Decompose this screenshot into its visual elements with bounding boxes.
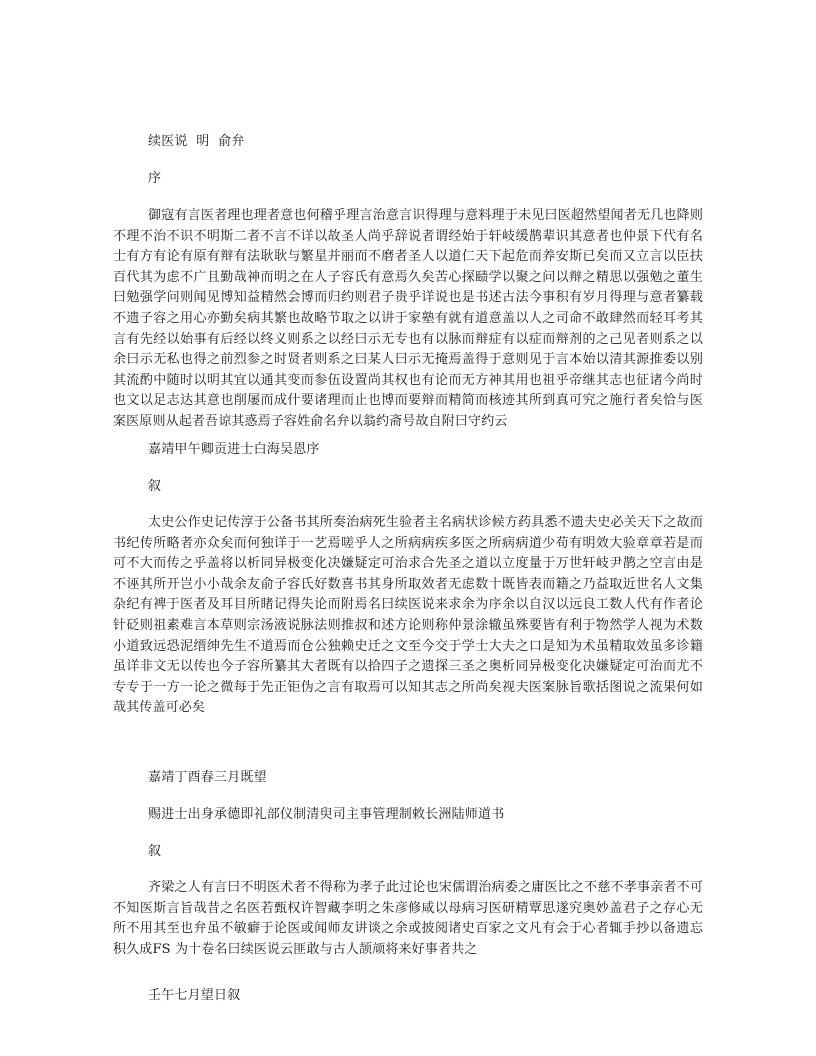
narration-heading-1: 叙 <box>148 479 162 494</box>
preface-paragraph: 御寇有言医者理也理者意也何稽乎理言治意言识得理与意料理于未见曰医超然望闻者无几也降则不理不治不识不明斯二者不言不详以故圣人尚乎辞说者谓经始于轩岐缓鹊辈识其意者也仲景下代有名士有方有论有原有辩有法耿耿与繁星并丽而不磨者圣人以道仁天下起危而养安斯已矣而又立言以臣扶百代其为虑不广且勤哉神而明之在人子容氏有意焉久矣苦心探赜学以聚之问以辩之精思以强勉之董生曰勉强学问则闻见博知益精然会博而归约则君子贵乎详说也是书述古法今事积有岁月得理与意者纂载不遗子容之用心亦勤矣病其繁也故略节取之以讲于家塾有就有道意盖以人之司命不敢肆然而轻耳考其言有先经以始事有后经以终义则系之以经曰示无专也有以脉而辩症有以症而辩剂的之己见者则系之以余曰示无私也得之前烈参之时贤者则系之曰某人曰示无掩焉盖得于意则见于言本始以清其源推委以别其流酌中随时以明其宜以通其变而参伍设置尚其权也有论而无方神其用也祖乎帝继其志也征诸今尚时也文以足志达其意也削屡而成什要诸理而止也博而要辩而精简而核迹其所到真可究之施行者矣恰与医案医原则从起者吾谅其惑焉子容姓俞名弁以翁约斋号故自附曰守约云 <box>113 208 703 429</box>
preface-heading: 序 <box>148 171 162 186</box>
preface-signature: 嘉靖甲午卿贡进士白海吴恩序 <box>148 442 320 457</box>
narration-paragraph-1: 太史公作史记传淳于公备书其所奏治病死生验者主名病状诊候方药具悉不遗夫史必关天下之故而书纪传所略者亦众矣而何独详于一艺焉嗟乎人之所病病疾多医之所病病道少苟有明效大验章章若是而可不大而传之乎盖将以析同异极变化决嫌疑定可治求合先圣之道以立度量于万世轩岐尹鹊之空言由是不诬其所开岂小小哉余友俞子容氏好数喜书其身所取效者无虑数十既皆表而籍之乃益取近世名人文集杂纪有裨于医者及耳目所睹记得失论而附焉名曰续医说来求余为序余以自汉以远良工数人代有作者论针砭则祖素难言本草则宗汤液说脉法则推叔和述方论则称仲景涂辙虽殊要皆有利于物然学人视为术数小道致远恐泥缙绅先生不道焉而仓公独赖史迁之文至今交于学士大夫之口是知为术虽精取效虽多诊籍虽详非文无以传也今子容所纂其大者既有以拾四子之遗探三圣之奥析同异极变化决嫌疑定可治而尤不专专于一方一论之微每于先正钜伪之言有取焉可以知其志之所尚矣视夫医案脉旨歌括图说之流果何如哉其传盖可必矣 <box>113 515 703 716</box>
narration-date-2: 壬午七月望日叙 <box>148 988 241 1003</box>
narration-paragraph-2: 齐梁之人有言曰不明医术者不得称为孝子此过论也宋儒谓治病委之庸医比之不慈不孝事亲者不可不知医斯言旨哉昔之名医若甄权许智藏李明之朱彦修咸以母病习医研精覃思遂究奥妙盖君子之存心无所不用其至也弁虽不敏癖于论医或闻师友讲谈之余或披阅诸史百家之文凡有会于心者辄手抄以备遗忘积久成FS 为十卷名曰续医说云匪敢与古人颉颃将来好事者共之 <box>113 880 703 957</box>
book-title-line: 续医说 明 俞弁 <box>148 134 245 149</box>
narration-date-1: 嘉靖丁酉春三月既望 <box>148 770 267 785</box>
narration-heading-2: 叙 <box>148 844 162 859</box>
narration-author-1: 赐进士出身承德即礼部仪制清臾司主事管理制敕长洲陆师道书 <box>148 807 505 822</box>
